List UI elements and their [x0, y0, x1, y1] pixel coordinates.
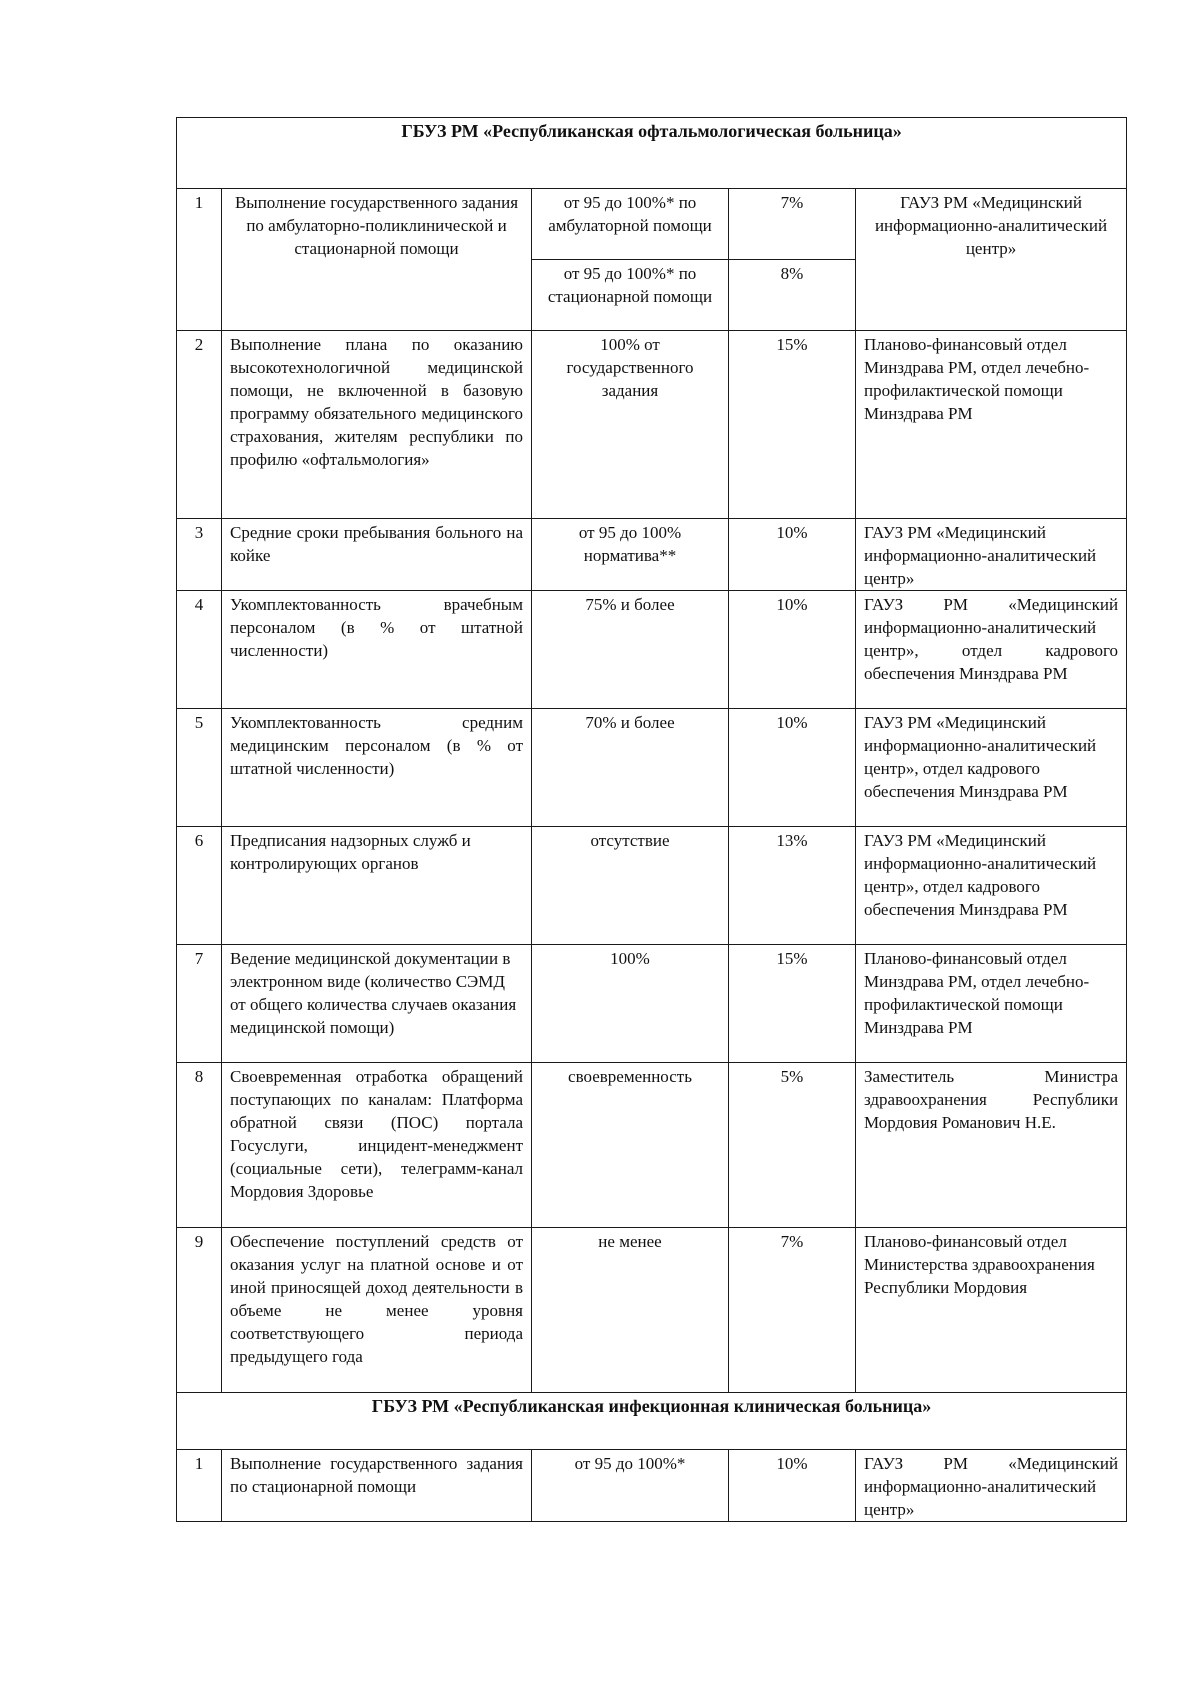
row-number: 1	[177, 1450, 222, 1522]
row-number: 7	[177, 945, 222, 1063]
row-number: 1	[177, 189, 222, 331]
table-row	[177, 519, 1127, 591]
table-row	[177, 709, 1127, 827]
source-cell: Планово-финансовый отдел Минздрава РМ, отдел лечебно-профилактической помощи Минздрава РМ	[856, 945, 1127, 1063]
indicator-cell: Укомплектованность средним медицинским персоналом (в % от штатной численности)	[222, 709, 532, 827]
table-row	[177, 189, 1127, 260]
table-row	[177, 945, 1127, 1063]
indicator-cell: Обеспечение поступлений средств от оказания услуг на платной основе и от иной приносящей доход деятельности в объеме не менее уровня соответствующего периода предыдущего года	[222, 1228, 532, 1393]
table-row	[177, 1450, 1127, 1522]
section-header	[177, 1393, 1127, 1450]
indicator-cell: Предписания надзорных служб и контролирующих органов	[222, 827, 532, 945]
weight-cell: 10%	[729, 709, 856, 827]
weight-cell: 15%	[729, 331, 856, 519]
indicator-cell: Выполнение плана по оказанию высокотехнологичной медицинской помощи, не включенной в базовую программу обязательного медицинского страхования, жителям республики по профилю «офтальмология»	[222, 331, 532, 519]
table-row	[177, 1063, 1127, 1228]
source-cell: ГАУЗ РМ «Медицинский информационно-аналитический центр»	[856, 519, 1127, 591]
source-cell: ГАУЗ РМ «Медицинский информационно-аналитический центр»	[856, 189, 1127, 331]
row-number: 9	[177, 1228, 222, 1393]
table-row	[177, 591, 1127, 709]
weight-cell: 10%	[729, 1450, 856, 1522]
weight-cell: 10%	[729, 519, 856, 591]
row-number: 5	[177, 709, 222, 827]
criterion-cell: 75% и более	[532, 591, 729, 709]
criterion-cell: от 95 до 100% норматива**	[532, 519, 729, 591]
source-cell: Заместитель Министра здравоохранения Республики Мордовия Романович Н.Е.	[856, 1063, 1127, 1228]
row-number: 6	[177, 827, 222, 945]
source-cell: ГАУЗ РМ «Медицинский информационно-аналитический центр», отдел кадрового обеспечения Минздрава РМ	[856, 827, 1127, 945]
indicator-cell: Укомплектованность врачебным персоналом (в % от штатной численности)	[222, 591, 532, 709]
table-row	[177, 331, 1127, 519]
indicator-cell: Ведение медицинской документации в электронном виде (количество СЭМД от общего количества случаев оказания медицинской помощи)	[222, 945, 532, 1063]
document-page	[176, 117, 1127, 1522]
criterion-cell: от 95 до 100%*	[532, 1450, 729, 1522]
criterion-cell: 100%	[532, 945, 729, 1063]
row-number: 8	[177, 1063, 222, 1228]
source-cell: ГАУЗ РМ «Медицинский информационно-аналитический центр», отдел кадрового обеспечения Минздрава РМ	[856, 591, 1127, 709]
criterion-cell: не менее	[532, 1228, 729, 1393]
weight-cell: 10%	[729, 591, 856, 709]
section-title: ГБУЗ РМ «Республиканская офтальмологическая больница»	[177, 118, 1127, 189]
table-row	[177, 1228, 1127, 1393]
source-cell: Планово-финансовый отдел Минздрава РМ, отдел лечебно-профилактической помощи Минздрава РМ	[856, 331, 1127, 519]
criterion-cell: своевременность	[532, 1063, 729, 1228]
row-number: 2	[177, 331, 222, 519]
criterion-cell: от 95 до 100%* по стационарной помощи	[532, 260, 729, 331]
weight-cell: 8%	[729, 260, 856, 331]
indicator-cell: Выполнение государственного задания по стационарной помощи	[222, 1450, 532, 1522]
row-number: 3	[177, 519, 222, 591]
section-header	[177, 118, 1127, 189]
source-cell: ГАУЗ РМ «Медицинский информационно-аналитический центр»	[856, 1450, 1127, 1522]
weight-cell: 5%	[729, 1063, 856, 1228]
indicator-cell: Средние сроки пребывания больного на койке	[222, 519, 532, 591]
source-cell: ГАУЗ РМ «Медицинский информационно-аналитический центр», отдел кадрового обеспечения Минздрава РМ	[856, 709, 1127, 827]
criterion-cell: 70% и более	[532, 709, 729, 827]
weight-cell: 7%	[729, 189, 856, 260]
weight-cell: 15%	[729, 945, 856, 1063]
criterion-cell: отсутствие	[532, 827, 729, 945]
indicator-cell: Выполнение государственного задания по амбулаторно-поликлинической и стационарной помощи	[222, 189, 532, 331]
table-row	[177, 827, 1127, 945]
row-number: 4	[177, 591, 222, 709]
criterion-cell: 100% от государственного задания	[532, 331, 729, 519]
weight-cell: 7%	[729, 1228, 856, 1393]
weight-cell: 13%	[729, 827, 856, 945]
section-title: ГБУЗ РМ «Республиканская инфекционная клиническая больница»	[177, 1393, 1127, 1450]
indicators-table	[176, 117, 1127, 1522]
indicator-cell: Своевременная отработка обращений поступающих по каналам: Платформа обратной связи (ПОС) портала Госуслуги, инцидент-менеджмент (социальные сети), телеграмм-канал Мордовия Здоровье	[222, 1063, 532, 1228]
source-cell: Планово-финансовый отдел Министерства здравоохранения Республики Мордовия	[856, 1228, 1127, 1393]
criterion-cell: от 95 до 100%* по амбулаторной помощи	[532, 189, 729, 260]
